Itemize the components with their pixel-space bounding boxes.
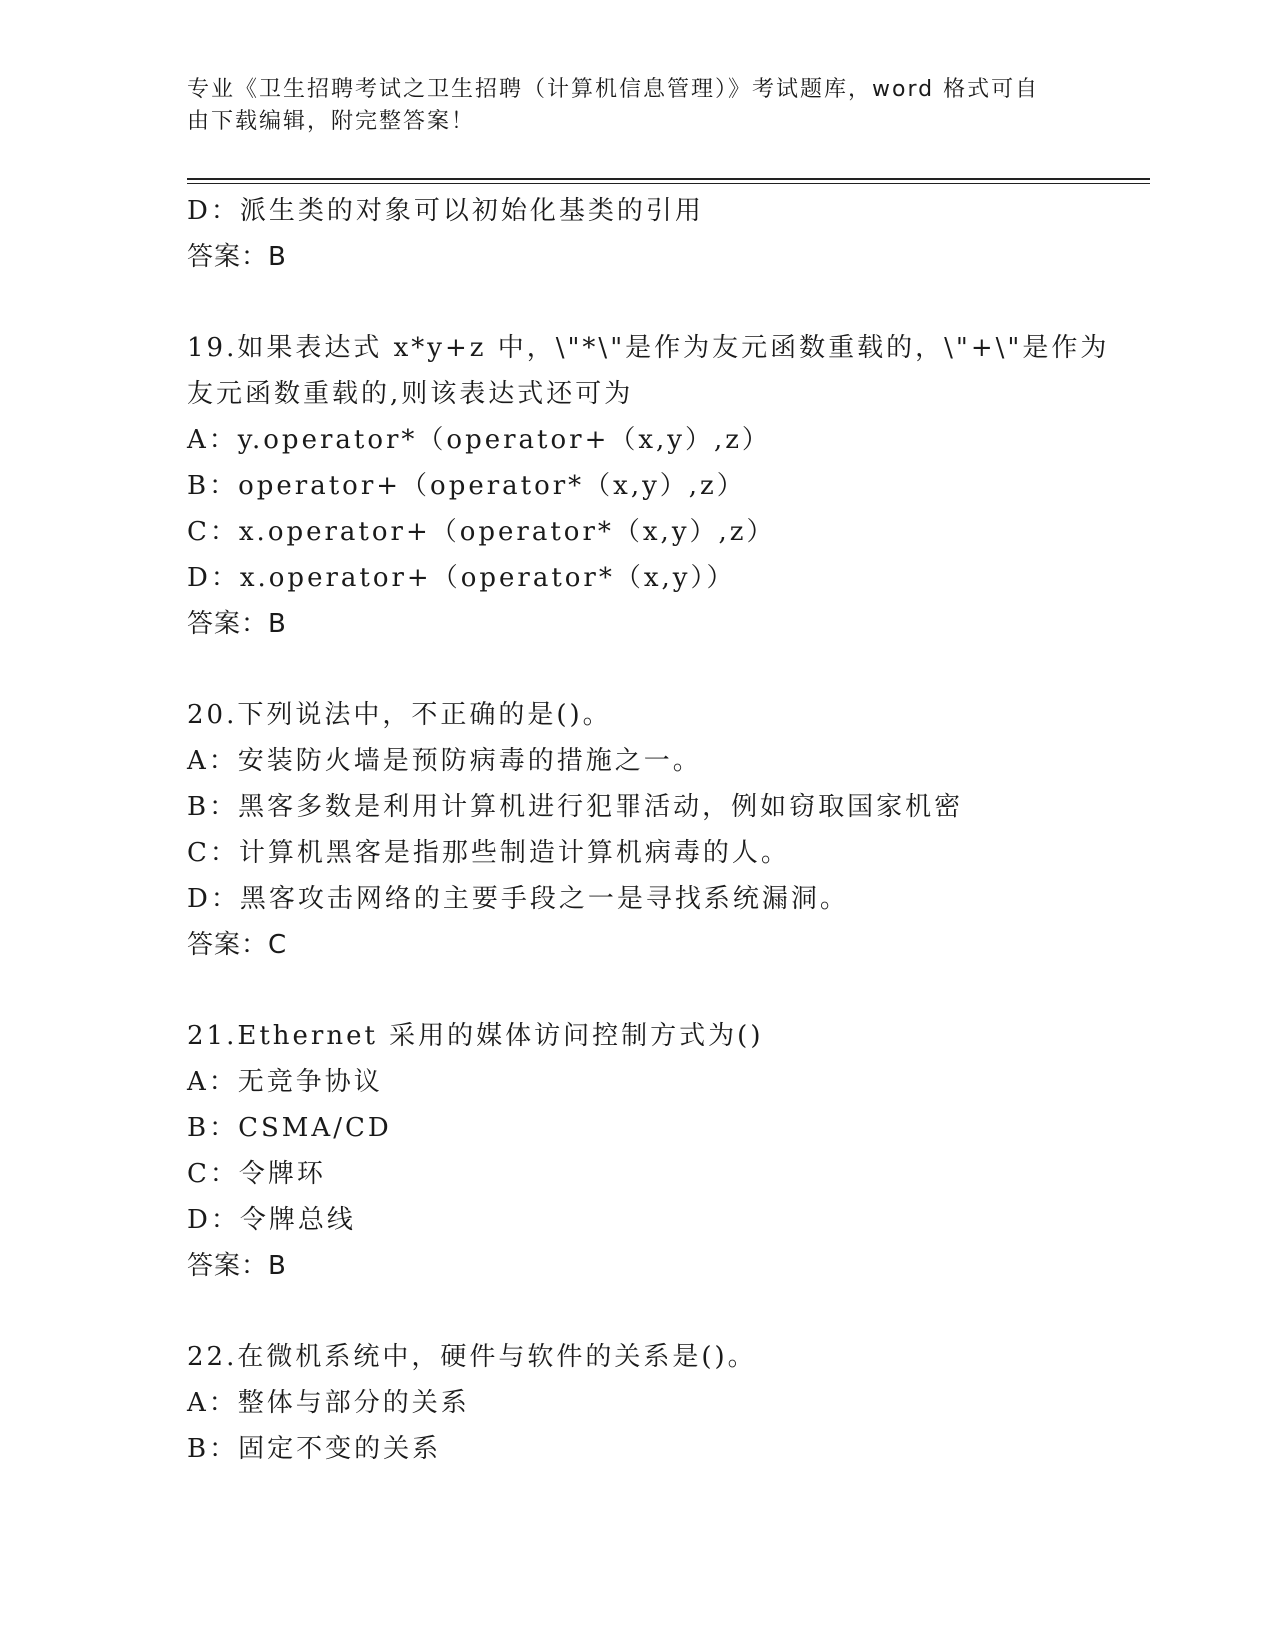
option-a: A：整体与部分的关系	[187, 1388, 470, 1418]
question-title: 19.如果表达式 x*y+z 中，\"*\"是作为友元函数重载的，\"+\"是作为	[187, 333, 1110, 363]
option-d: D：派生类的对象可以初始化基类的引用	[187, 196, 704, 226]
answer: 答案：B	[187, 242, 287, 272]
option-d: D：黑客攻击网络的主要手段之一是寻找系统漏洞。	[187, 884, 849, 914]
question-19	[187, 325, 1110, 647]
header-divider-thick	[187, 178, 1150, 180]
header-line-1: 专业《卫生招聘考试之卫生招聘（计算机信息管理）》考试题库，word 格式可自	[187, 77, 1040, 102]
option-a: A：安装防火墙是预防病毒的措施之一。	[187, 746, 702, 776]
question-title-cont: 友元函数重载的,则该表达式还可为	[187, 379, 634, 409]
answer: 答案：B	[187, 609, 287, 639]
question-21	[187, 1013, 1087, 1289]
option-b: B：CSMA/CD	[187, 1113, 392, 1143]
question-title: 21.Ethernet 采用的媒体访问控制方式为()	[187, 1021, 764, 1051]
header-line-2: 由下载编辑，附完整答案！	[187, 109, 476, 134]
option-a: A：无竞争协议	[187, 1067, 383, 1097]
question-title: 20.下列说法中，不正确的是()。	[187, 700, 612, 730]
option-c: C：x.operator+（operator*（x,y）,z）	[187, 517, 776, 547]
option-a: A：y.operator*（operator+（x,y）,z）	[187, 425, 771, 455]
option-d: D：令牌总线	[187, 1205, 356, 1235]
option-b: B：固定不变的关系	[187, 1434, 442, 1464]
document-header	[187, 74, 1087, 138]
option-c: C：令牌环	[187, 1159, 326, 1189]
option-d: D：x.operator+（operator*（x,y））	[187, 563, 736, 593]
header-divider-thin	[187, 183, 1150, 184]
question-title: 22.在微机系统中，硬件与软件的关系是()。	[187, 1342, 757, 1372]
answer: 答案：C	[187, 930, 288, 960]
option-b: B：operator+（operator*（x,y）,z）	[187, 471, 746, 501]
answer: 答案：B	[187, 1251, 287, 1281]
question-list	[187, 188, 1110, 1472]
option-c: C：计算机黑客是指那些制造计算机病毒的人。	[187, 838, 790, 868]
question-22	[187, 1334, 1087, 1472]
option-b: B：黑客多数是利用计算机进行犯罪活动，例如窃取国家机密	[187, 792, 964, 822]
question-20	[187, 692, 1087, 968]
